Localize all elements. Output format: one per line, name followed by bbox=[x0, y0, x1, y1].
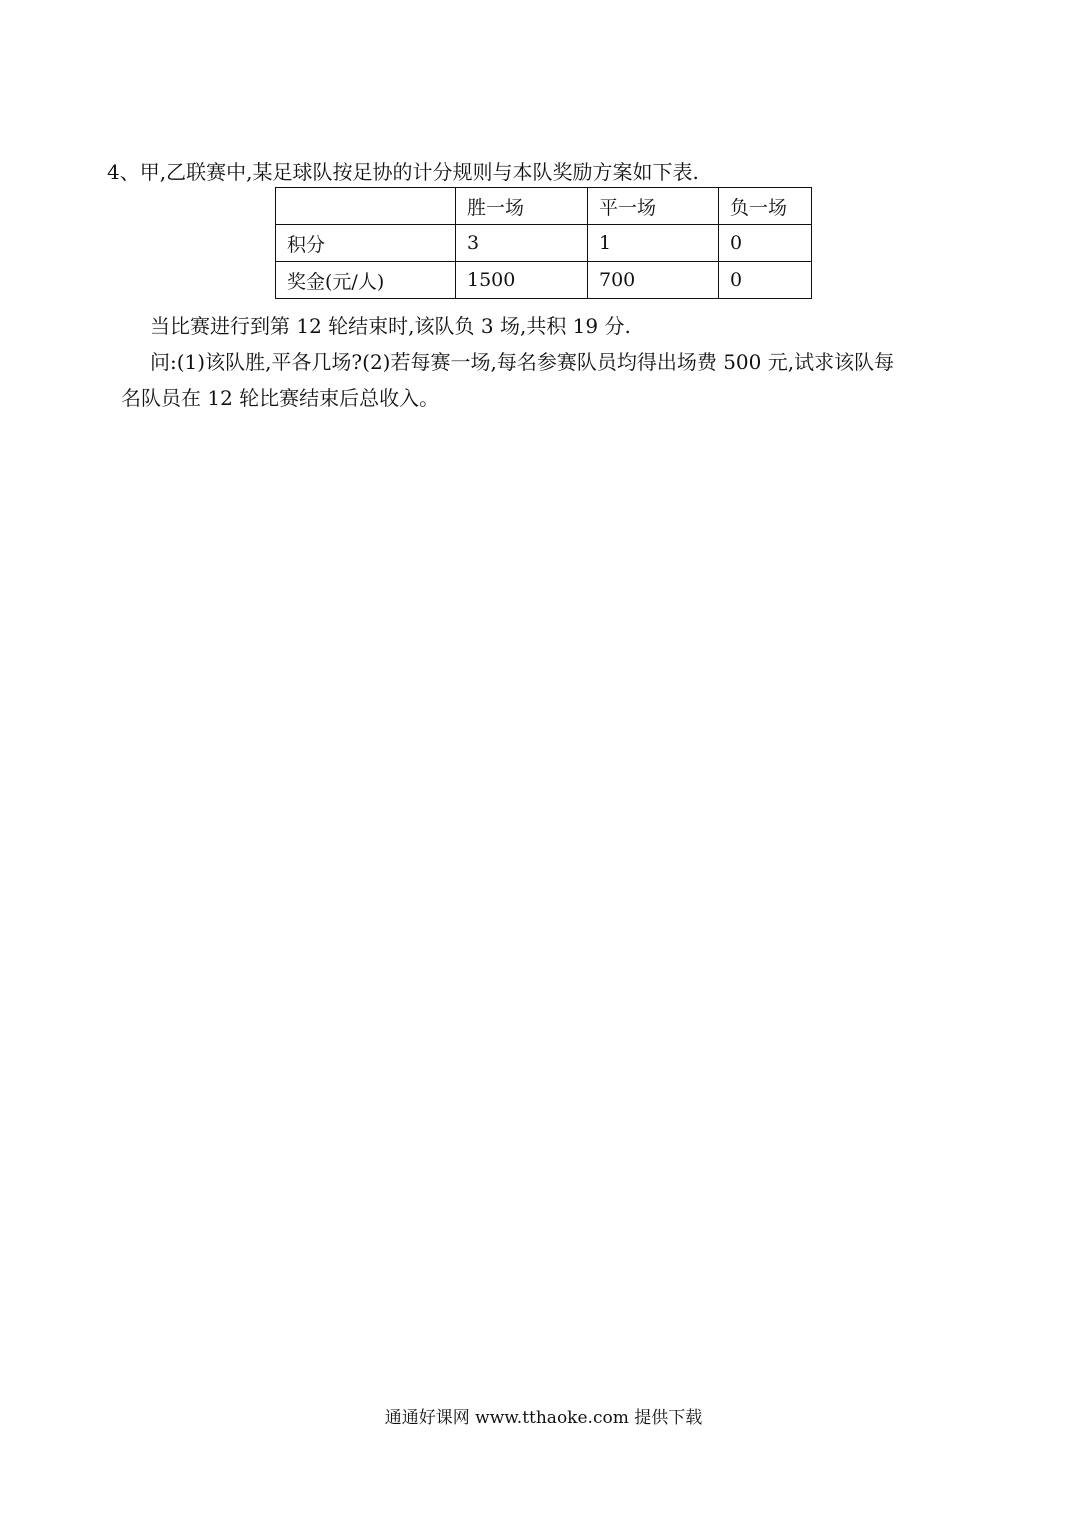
table-header-cell: 负一场 bbox=[719, 188, 812, 225]
table-cell: 3 bbox=[456, 225, 588, 262]
table-cell: 奖金(元/人) bbox=[276, 262, 456, 299]
table-cell: 0 bbox=[719, 225, 812, 262]
table-header-cell bbox=[276, 188, 456, 225]
table-cell: 0 bbox=[719, 262, 812, 299]
table-row bbox=[276, 262, 812, 299]
table-cell: 700 bbox=[588, 262, 719, 299]
page-footer: 通通好课网 www.tthaoke.com 提供下载 bbox=[384, 1408, 703, 1428]
table-row bbox=[276, 225, 812, 262]
scoring-rules-table bbox=[275, 187, 812, 299]
problem-question-line-1: 问:(1)该队胜,平各几场?(2)若每赛一场,每名参赛队员均得出场费 500 元,试求该队每 bbox=[150, 350, 895, 374]
table-header-cell: 平一场 bbox=[588, 188, 719, 225]
problem-condition: 当比赛进行到第 12 轮结束时,该队负 3 场,共积 19 分. bbox=[150, 314, 631, 338]
table-header-cell: 胜一场 bbox=[456, 188, 588, 225]
table-cell: 1500 bbox=[456, 262, 588, 299]
table-header-row bbox=[276, 188, 812, 225]
table-cell: 积分 bbox=[276, 225, 456, 262]
table-cell: 1 bbox=[588, 225, 719, 262]
problem-intro: 4、甲,乙联赛中,某足球队按足协的计分规则与本队奖励方案如下表. bbox=[107, 160, 699, 184]
problem-question-line-2: 名队员在 12 轮比赛结束后总收入。 bbox=[121, 386, 440, 410]
